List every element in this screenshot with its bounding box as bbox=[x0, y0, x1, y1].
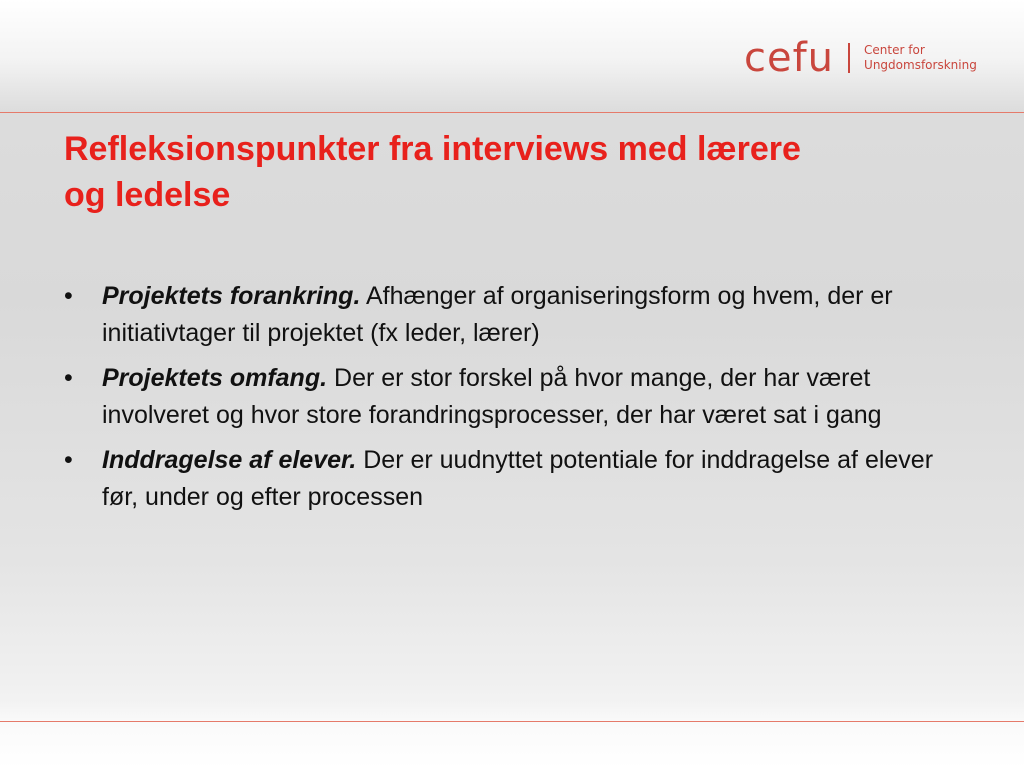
logo-subtitle-line-1: Center for bbox=[864, 43, 925, 57]
slide-title-line-2: og ledelse bbox=[64, 176, 231, 214]
bullet-text: Der er uudnyttet potentiale for inddragelse af elever før, under og efter processen bbox=[102, 446, 934, 511]
logo-subtitle-line-2: Ungdomsforskning bbox=[864, 58, 977, 72]
bullet-term: Projektets forankring. bbox=[102, 282, 361, 310]
bullet-term: Inddragelse af elever. bbox=[102, 446, 357, 474]
cefu-logo bbox=[744, 36, 977, 80]
bullet-text: Afhænger af organiseringsform og hvem, der er initiativtager til projektet (fx leder, lærer) bbox=[102, 282, 893, 347]
bullet-marker: • bbox=[64, 282, 73, 310]
bullet-item bbox=[64, 278, 964, 352]
bullet-item bbox=[64, 442, 964, 516]
bullet-list bbox=[64, 278, 964, 524]
logo-divider bbox=[848, 43, 850, 73]
bullet-marker: • bbox=[64, 446, 73, 474]
bullet-text: Der er stor forskel på hvor mange, der har været involveret og hvor store forandringsprocesser, der har været sat i gang bbox=[102, 364, 882, 429]
logo-subtitle bbox=[864, 43, 977, 73]
bullet-marker: • bbox=[64, 364, 73, 392]
footer-divider bbox=[0, 721, 1024, 722]
bullet-term: Projektets omfang. bbox=[102, 364, 328, 392]
slide-title bbox=[64, 126, 964, 218]
slide-title-line-1: Refleksionspunkter fra interviews med lærere bbox=[64, 130, 801, 168]
logo-wordmark: cefu bbox=[744, 35, 835, 81]
bullet-item bbox=[64, 360, 964, 434]
header-divider bbox=[0, 112, 1024, 113]
